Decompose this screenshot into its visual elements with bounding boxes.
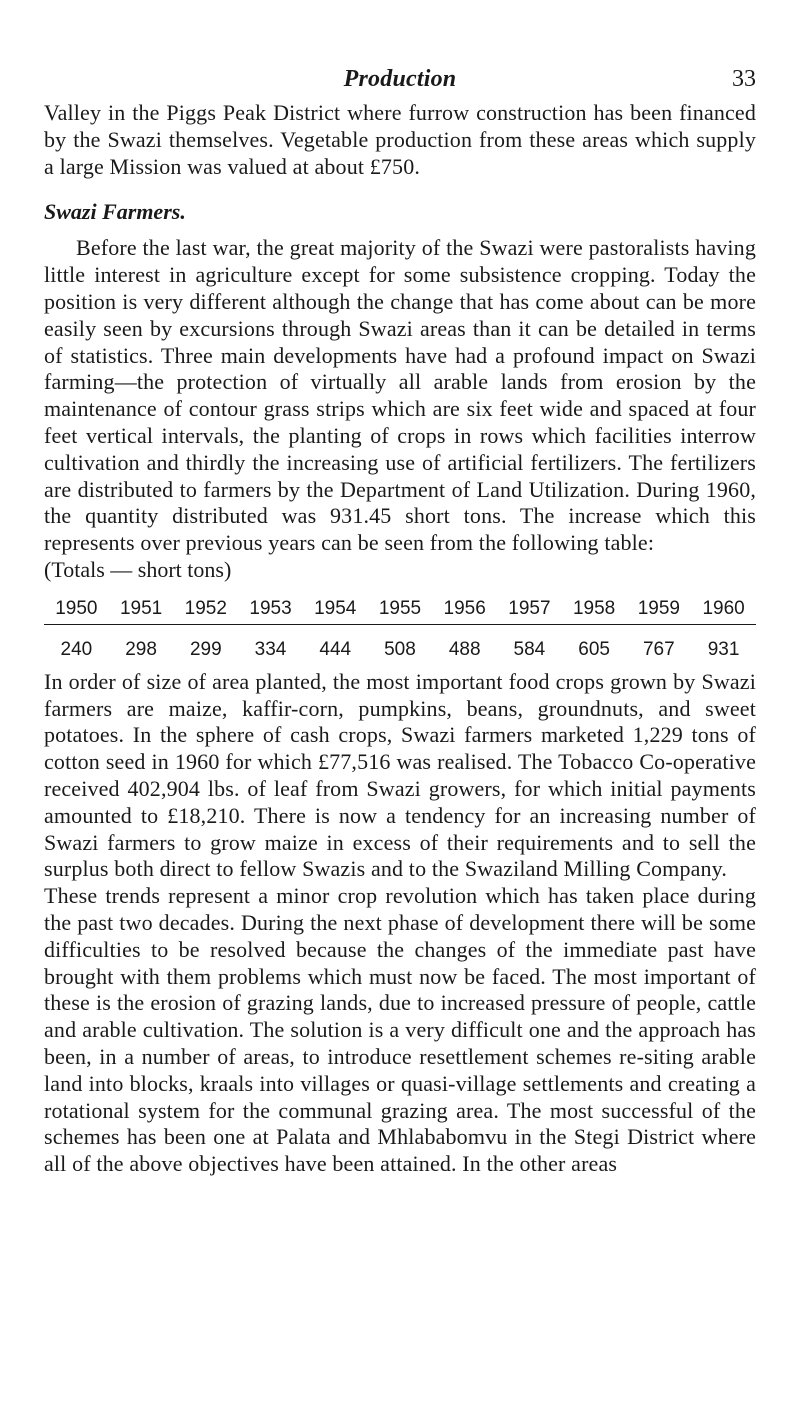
- value-cell: 767: [642, 638, 675, 660]
- year-cell: 1957: [497, 594, 562, 625]
- year-cell: 1951: [109, 594, 174, 625]
- value-cell: 508: [384, 638, 416, 660]
- page-number: 33: [732, 66, 756, 92]
- paragraph-before-the-war: Before the last war, the great majority of the Swazi were pastoralists having little interest in agriculture except for some subsistence cropping. Today the position is very different although the change that has come about can be more easily seen by excursions through Swazi areas than it can be detailed in terms of statistics. Three main developments have had a profound impact on Swazi farming—the protection of virtually all arable lands from erosion by the maintenance of contour grass strips which are six feet wide and spaced at four feet vertical intervals, the planting of crops in rows which facilities interrow cultivation and thirdly the increasing use of artificial fertilizers. The fertilizers are distributed to farmers by the Department of Land Utilization. During 1960, the quantity distributed was 931.45 short tons. The increase which this represents over previous years can be seen from the following table:: [44, 235, 756, 556]
- year-cell: 1956: [432, 594, 497, 625]
- year-cell: 1958: [562, 594, 627, 625]
- year-cell: 1959: [626, 594, 691, 625]
- document-page: [44, 0, 756, 1404]
- running-head: [44, 0, 756, 100]
- fertilizer-table: [44, 594, 756, 663]
- paragraph-valley: Valley in the Piggs Peak District where furrow construction has been financed by the Swazi themselves. Vegetable production from these areas which supply a large Mission was valued at about £750.: [44, 100, 756, 179]
- year-cell: 1953: [238, 594, 303, 625]
- value-cell: 298: [125, 638, 157, 660]
- value-cell: 605: [578, 638, 610, 660]
- year-cell: 1950: [44, 594, 109, 625]
- value-cell: 299: [189, 638, 222, 660]
- paragraph-crop-revolution: These trends represent a minor crop revolution which has taken place during the past two decades. During the next phase of development there will be some difficulties to be resolved because the changes of the immediate past have brought with them problems which must now be faced. The most important of these is the erosion of grazing lands, due to increased pressure of people, cattle and arable cultivation. The solution is a very difficult one and the approach has been, in a number of areas, to introduce resettlement schemes re-siting arable land into blocks, kraals into villages or quasi-village settlements and creating a rotational system for the communal grazing area. The most successful of the schemes has been one at Palata and Mhlababomvu in the Stegi District where all of the above objectives have been attained. In the other areas: [44, 883, 756, 1177]
- year-cell: 1960: [691, 594, 756, 625]
- running-title: Production: [343, 66, 457, 92]
- table-header-row: [44, 594, 756, 625]
- value-cell: 240: [60, 638, 93, 660]
- value-cell: 334: [254, 638, 287, 660]
- value-cell: 444: [319, 638, 352, 660]
- year-cell: 1955: [368, 594, 433, 625]
- table-note: (Totals — short tons): [44, 556, 232, 582]
- value-cell: 931: [707, 638, 740, 660]
- table-row: [44, 624, 756, 663]
- year-cell: 1952: [173, 594, 238, 625]
- value-cell: 488: [448, 638, 481, 660]
- value-cell: 584: [513, 638, 546, 660]
- paragraph-food-crops: In order of size of area planted, the most important food crops grown by Swazi farmers are maize, kaffir-corn, pumpkins, beans, groundnuts, and sweet potatoes. In the sphere of cash crops, Swazi farmers marketed 1,229 tons of cotton seed in 1960 for which £77,516 was realised. The Tobacco Co-operative received 402,904 lbs. of leaf from Swazi growers, for which initial payments amounted to £18,210. There is now a tendency for an increasing number of Swazi farmers to grow maize in excess of their requirements and to sell the surplus both direct to fellow Swazis and to the Swaziland Milling Company.: [44, 668, 756, 882]
- year-cell: 1954: [303, 594, 368, 625]
- section-heading-swazi-farmers: Swazi Farmers.: [44, 199, 186, 225]
